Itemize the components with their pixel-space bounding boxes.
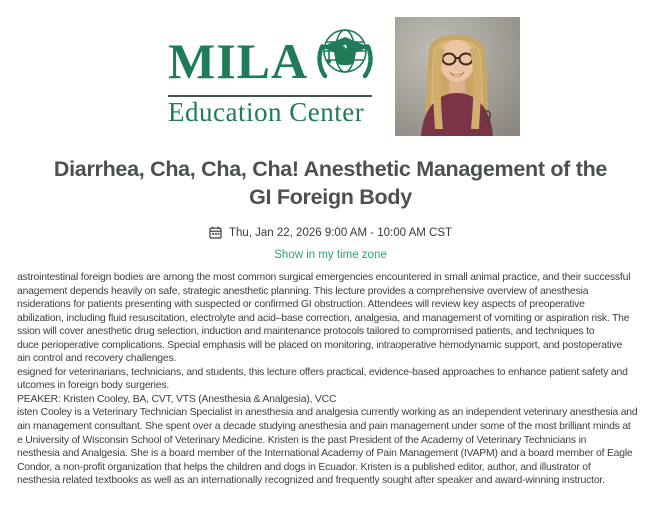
description-line: ssion will cover anesthetic drug selection, induction and maintenance protocols tailored to compromised patients, and techniques to: [17, 326, 595, 338]
event-datetime: Thu, Jan 22, 2026 9:00 AM - 10:00 AM CST: [228, 226, 453, 239]
logo-brand-text: MILA: [168, 33, 309, 89]
description-line: duce perioperative complications. Special emphasis will be placed on monitoring, intraoperative hemodynamic support, and postoperative: [17, 339, 623, 351]
description-line: PEAKER: Kristen Cooley, BA, CVT, VTS (Anesthesia & Analgesia), VCC: [17, 393, 337, 405]
logo-subtitle: Education Center: [168, 97, 365, 127]
description-line: esigned for veterinarians, technicians, and students, this lecture offers practical, evidence-based approaches to enhance patient safety and: [17, 366, 628, 378]
speaker-photo: [395, 17, 520, 136]
mila-logo: [168, 22, 372, 126]
event-title-line-1: Diarrhea, Cha, Cha, Cha! Anesthetic Management of the: [53, 157, 608, 181]
description-line: abilization, including fluid resuscitation, electrolyte and acid–base correction, analgesia, and management of vomiting or aspiration risk. The: [17, 312, 630, 324]
logo-top-row: [168, 22, 372, 93]
description-line: Condor, a non-profit organization that helps the children and dogs in Ecuador. Kristen is a published editor, author, and illustrator of: [17, 461, 591, 473]
description-line: anagement depends heavily on safe, strategic anesthetic planning. This lecture provides a comprehensive overview of anesthesia: [17, 285, 589, 297]
event-datetime-row: [0, 226, 661, 239]
show-timezone-link[interactable]: Show in my time zone: [274, 249, 387, 261]
description-line: e University of Wisconsin School of Veterinary Medicine. Kristen is the past President of the Academy of Veterinary Technicians in: [17, 434, 587, 446]
description-line: utcomes in foreign body surgeries.: [17, 380, 170, 392]
globe-graduation-cap-icon: [309, 24, 375, 93]
event-title: [0, 156, 661, 211]
description-line: nesthesia related textbooks as well as an internationally recognized and frequently sought after speaker and award-winning instructor.: [17, 475, 605, 487]
description-line: nesthesia and Analgesia. She is a board member of the International Academy of Pain Management (IVAPM) and a board member of Eagle: [17, 448, 633, 460]
description-line: isten Cooley is a Veterinary Technician Specialist in anesthesia and analgesia currently working as an independent veterinary anesthesia and: [17, 407, 638, 419]
calendar-icon: [209, 226, 222, 239]
event-description: [17, 271, 637, 488]
event-title-line-2: GI Foreign Body: [249, 184, 412, 209]
description-line: nsiderations for patients presenting with suspected or confirmed GI obstruction. Attendees will review key aspects of preoperative: [17, 299, 585, 311]
description-line: ain management consultant. She spent over a decade studying anesthesia and pain management under some of the most brilliant minds at: [17, 421, 631, 433]
speaker-portrait-illustration: [395, 17, 520, 136]
description-line: astrointestinal foreign bodies are among the most common surgical emergencies encountered in small animal practice, and their successful: [17, 272, 631, 283]
description-line: ain control and recovery challenges.: [17, 353, 177, 365]
